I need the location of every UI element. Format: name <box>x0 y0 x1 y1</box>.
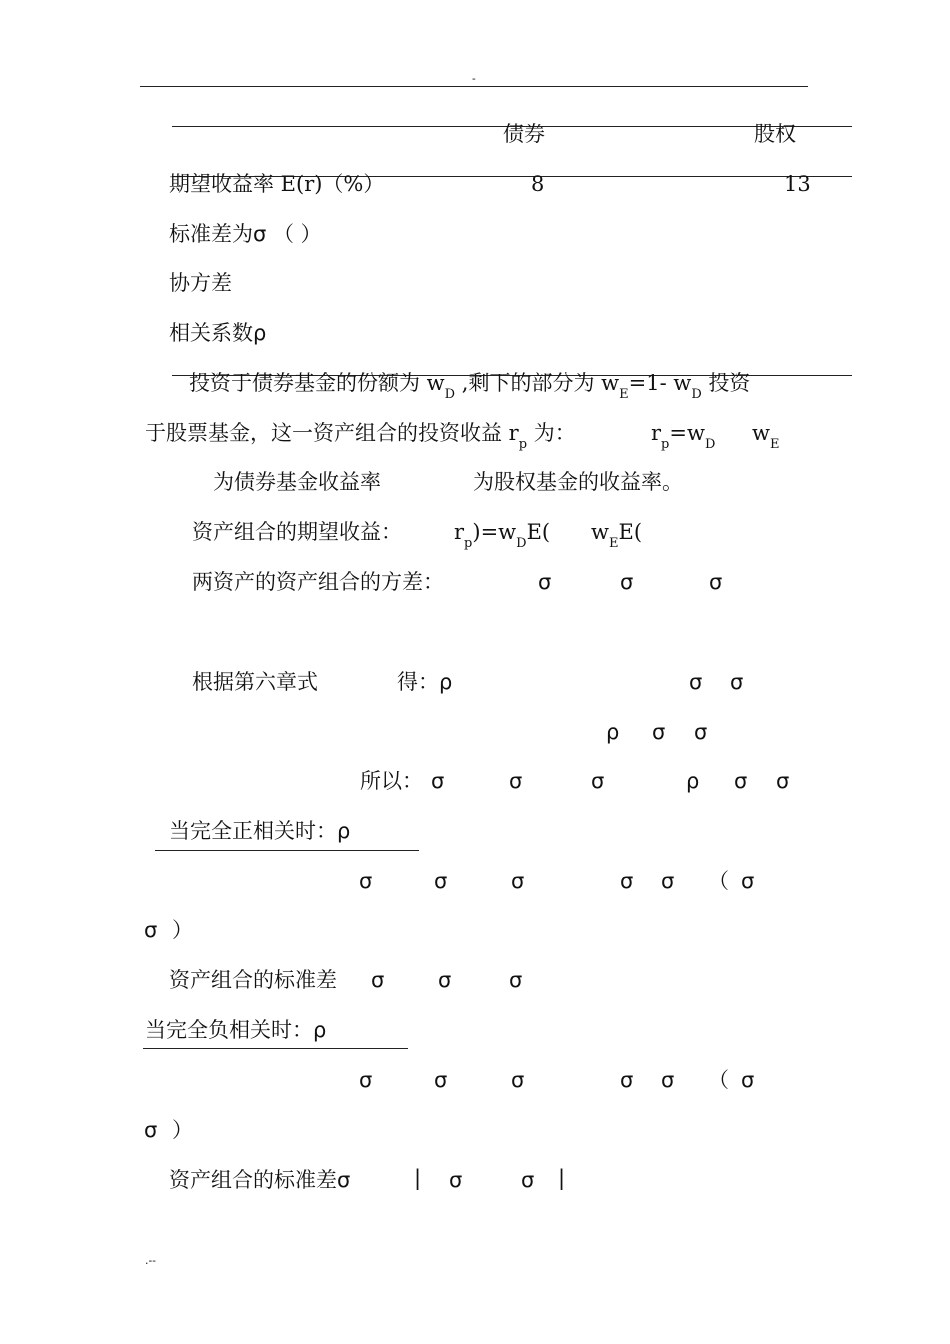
neg-close-paren: ） <box>172 1118 193 1142</box>
rp-formula: $r_p=w_D$ <box>651 421 716 452</box>
derive-get: 得：ρ <box>397 670 453 694</box>
pos-sigma-3: σ <box>511 869 525 893</box>
neg-sigma-5: σ <box>661 1068 675 1092</box>
neg-sigma-2: σ <box>434 1068 448 1092</box>
row-corr-label: 相关系数ρ <box>169 321 267 345</box>
row-expected-return-equity: 13 <box>784 172 811 196</box>
neg-open-paren: （ <box>708 1068 729 1092</box>
row-expected-return-bond: 8 <box>531 172 545 196</box>
expected-return-formula-a: $r_p)=w_DE$( <box>454 520 551 551</box>
derive-sigma-3: σ <box>652 720 666 744</box>
we-term: $w_E$ <box>752 421 780 452</box>
variance-label: 两资产的资产组合的方差： <box>192 570 444 594</box>
bond-rate-text: 为债券基金收益率 <box>213 470 381 494</box>
footer-mark: .-- <box>145 1254 156 1267</box>
pos-std-sigma-1: σ <box>371 968 385 992</box>
so-sigma-2: σ <box>509 769 523 793</box>
header-mark: - <box>472 72 476 85</box>
neg-sigma-4: σ <box>620 1068 634 1092</box>
pos-corr-label: 当完全正相关时：ρ <box>169 819 351 843</box>
para1-line2: 于股票基金，这一资产组合的投资收益 $r_p$ 为： <box>145 421 576 452</box>
neg-corr-label: 当完全负相关时：ρ <box>145 1018 327 1042</box>
derive-label: 根据第六章式 <box>192 670 318 694</box>
pos-sigma-5: σ <box>661 869 675 893</box>
variance-sigma-2: σ <box>620 570 634 594</box>
pos-open-paren: （ <box>708 869 729 893</box>
so-sigma-4: σ <box>734 769 748 793</box>
expected-return-formula-b: $w_EE$( <box>591 520 643 551</box>
derive-rho-2: ρ <box>606 720 620 744</box>
row-cov-label: 协方差 <box>169 271 232 295</box>
pos-corr-underline <box>155 850 419 851</box>
so-sigma-3: σ <box>591 769 605 793</box>
neg-sigma-7: σ <box>144 1118 158 1142</box>
para1-line1: 投资于债券基金的份额为 $w_D$ ,剩下的部分为 $w_E=1-$ $w_D$ 投资 <box>189 371 751 402</box>
neg-std-sigma-3: σ <box>521 1168 535 1192</box>
pos-close-paren: ） <box>172 918 193 942</box>
derive-sigma-2: σ <box>730 670 744 694</box>
col-equity: 股权 <box>754 122 796 146</box>
neg-sigma-6: σ <box>741 1068 755 1092</box>
variance-sigma-1: σ <box>538 570 552 594</box>
pos-sigma-4: σ <box>620 869 634 893</box>
pos-sigma-1: σ <box>359 869 373 893</box>
so-label: 所以： <box>360 769 423 793</box>
pos-std-sigma-2: σ <box>438 968 452 992</box>
variance-sigma-3: σ <box>709 570 723 594</box>
neg-abs-bar-left: | <box>414 1166 422 1190</box>
expected-return-label: 资产组合的期望收益： <box>192 520 402 544</box>
equity-rate-text: 为股权基金的收益率。 <box>473 470 683 494</box>
so-sigma-1: σ <box>431 769 445 793</box>
derive-sigma-4: σ <box>694 720 708 744</box>
neg-sigma-1: σ <box>359 1068 373 1092</box>
neg-corr-underline <box>143 1048 408 1049</box>
row-expected-return-label: 期望收益率 E(r)（%） <box>169 172 385 196</box>
pos-std-sigma-3: σ <box>509 968 523 992</box>
header-rule <box>140 86 808 87</box>
neg-std-label: 资产组合的标准差σ <box>169 1168 351 1192</box>
neg-std-sigma-2: σ <box>449 1168 463 1192</box>
derive-sigma-1: σ <box>689 670 703 694</box>
neg-abs-bar-right: | <box>558 1166 566 1190</box>
row-std-label: 标准差为σ （ ） <box>169 222 322 246</box>
pos-std-label: 资产组合的标准差 <box>169 968 337 992</box>
so-rho: ρ <box>686 769 700 793</box>
pos-sigma-6: σ <box>741 869 755 893</box>
col-bond: 债券 <box>503 122 545 146</box>
so-sigma-5: σ <box>776 769 790 793</box>
pos-sigma-2: σ <box>434 869 448 893</box>
pos-sigma-7: σ <box>144 918 158 942</box>
neg-sigma-3: σ <box>511 1068 525 1092</box>
